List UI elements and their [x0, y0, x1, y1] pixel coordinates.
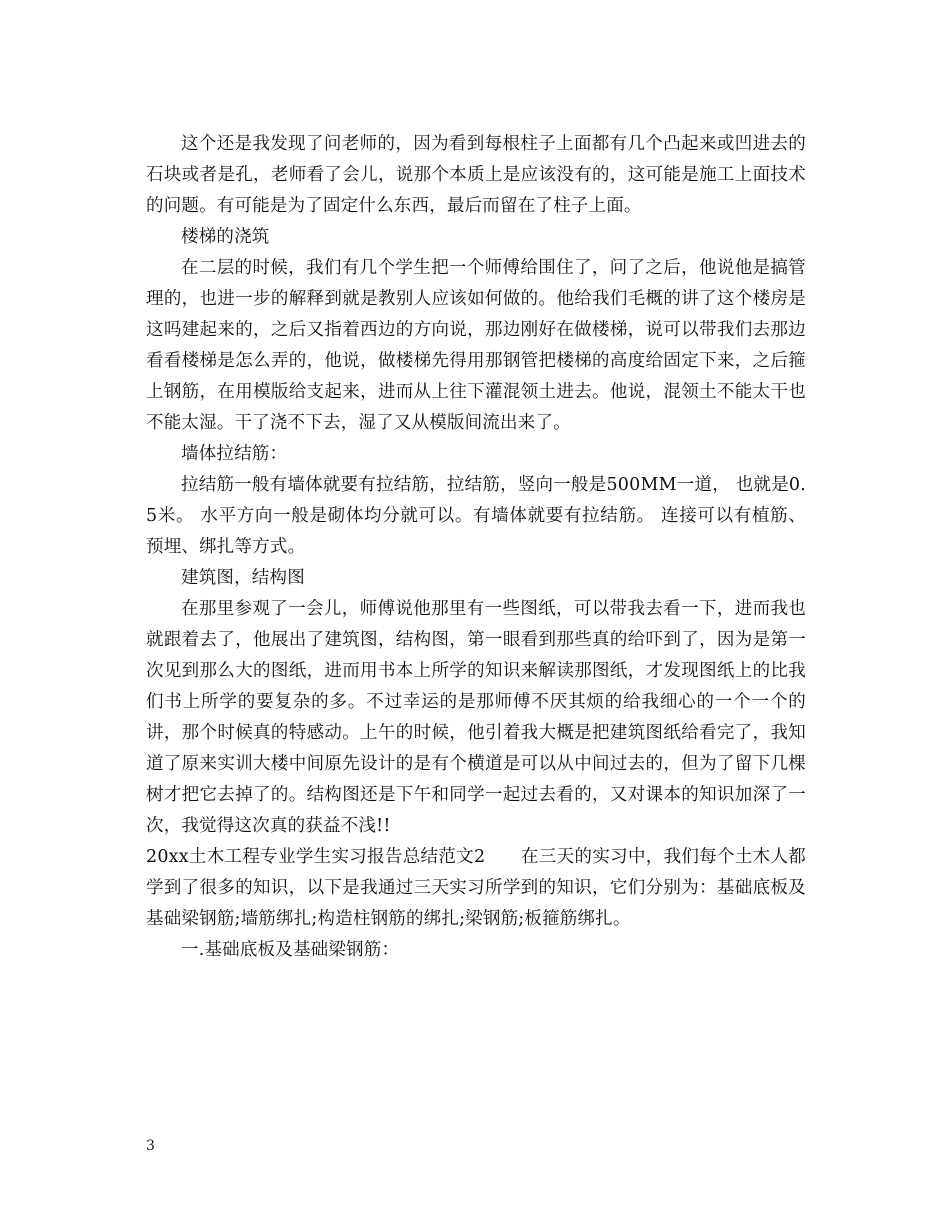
heading-stair-pouring: 楼梯的浇筑: [181, 227, 270, 247]
paragraph-stair-pouring: 在二层的时候，我们有几个学生把一个师傅给围住了，问了之后，他说他是搞管理的，也进一步的解释到就是教别人应该如何做的。他给我们毛概的讲了这个楼房是这吗建起来的，之后又指着西边的方向说，那边刚好在做楼梯，说可以带我们去那边看看楼梯是怎么弄的，他说，做楼梯先得用那钢管把楼梯的高度给固定下来，之后箍上钢筋，在用模版给支起来，进而从上往下灌混领土进去。他说，混领土不能太干也不能太湿。干了浇不下去，湿了又从模版间流出来了。: [146, 258, 806, 433]
page-number: 3: [146, 1138, 155, 1154]
paragraph-column-bumps: 这个还是我发现了问老师的，因为看到每根柱子上面都有几个凸起来或凹进去的石块或者是孔，老师看了会儿，说那个本质上是应该没有的，这可能是施工上面技术的问题。有可能是为了固定什么东西，最后而留在了柱子上面。: [146, 134, 806, 216]
paragraph-drawings: 在那里参观了一会儿，师傅说他那里有一些图纸，可以带我去看一下，进而我也就跟着去了，他展出了建筑图，结构图，第一眼看到那些真的给吓到了，因为是第一次见到那么大的图纸，进而用书本上所学的知识来解读那图纸，才发现图纸上的比我们书上所学的要复杂的多。不过幸运的是那师傅不厌其烦的给我细心的一个一个的讲，那个时候真的特感动。上午的时候，他引着我大概是把建筑图纸给看完了，我知道了原来实训大楼中间原先设计的是有个横道是可以从中间过去的，但为了留下几棵树才把它去掉了的。结构图还是下午和同学一起过去看的，又对课本的知识加深了一次，我觉得这次真的获益不浅!!: [146, 599, 806, 836]
heading-wall-tie-bars: 墙体拉结筋：: [181, 444, 288, 464]
heading-foundation-slab: 一.基础底板及基础梁钢筋：: [181, 940, 400, 960]
paragraph-report-sample-2: 20xx土木工程专业学生实习报告总结范文2 在三天的实习中，我们每个土木人都学到了很多的知识，以下是我通过三天实习所学到的知识，它们分别为：基础底板及基础梁钢筋;墙筋绑扎;构造柱钢筋的绑扎;梁钢筋;板箍筋绑扎。: [146, 847, 806, 929]
heading-drawings: 建筑图，结构图: [181, 568, 305, 588]
document-body: [146, 129, 806, 966]
paragraph-wall-tie-bars: 拉结筋一般有墙体就要有拉结筋，拉结筋，竖向一般是500MM一道， 也就是0.5米。 水平方向一般是砌体均分就可以。有墙体就要有拉结筋。 连接可以有植筋、预埋、绑扎等方式。: [146, 475, 806, 557]
